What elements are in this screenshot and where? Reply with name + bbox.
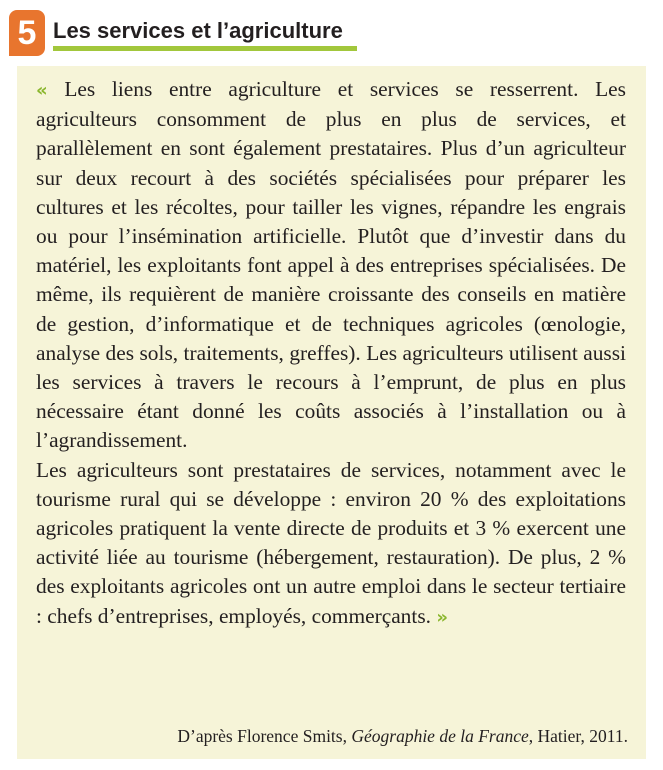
- quote-paragraph-1-text: Les liens entre agriculture et services se resserrent. Les agriculteurs consomment de plus en plus de services, et parallèlement en sont également prestataires. Plus d’un agriculteur sur deux recourt à des sociétés spécialisées pour préparer les cultures et les récoltes, pour tailler les vignes, répandre les engrais ou pour l’insémination artificielle. Plutôt que d’investir dans du matériel, les exploitants font appel à des entreprises spécialisées. De même, ils requièrent de manière croissante des conseils en matière de gestion, d’informatique et de techniques agricoles (œnologie, analyse des sols, traitements, greffes). Les agriculteurs utilisent aussi les services à travers le recours à l’emprunt, de plus en plus nécessaire étant donné les coûts associés à l’installation ou à l’agrandissement.: [36, 77, 626, 453]
- document-number-badge: 5: [9, 10, 45, 56]
- quote-card: [17, 66, 646, 759]
- source-suffix: , Hatier, 2011.: [528, 726, 628, 746]
- document-header: [9, 10, 357, 58]
- quote-body: [36, 75, 626, 632]
- title-underline: [53, 46, 357, 51]
- document-title: Les services et l’agriculture: [53, 18, 343, 43]
- quote-paragraph-1: [36, 75, 626, 456]
- title-wrap: [53, 10, 357, 51]
- quote-paragraph-2-text: Les agriculteurs sont prestataires de services, notamment avec le tourisme rural qui se développe : environ 20 % des exploitations agricoles pratiquent la vente directe de produits et 3 % exercent une activité liée au tourisme (hébergement, restauration). De plus, 2 % des exploitants agricoles ont un autre emploi dans le secteur tertiaire : chefs d’entreprises, employés, commerçants.: [36, 457, 626, 628]
- quote-paragraph-2: [36, 456, 626, 632]
- source-citation: [177, 725, 628, 747]
- source-book-title: Géographie de la France: [351, 726, 529, 746]
- open-quote-mark: «: [36, 80, 48, 101]
- source-prefix: D’après Florence Smits,: [177, 726, 347, 746]
- close-quote-mark: »: [436, 606, 448, 628]
